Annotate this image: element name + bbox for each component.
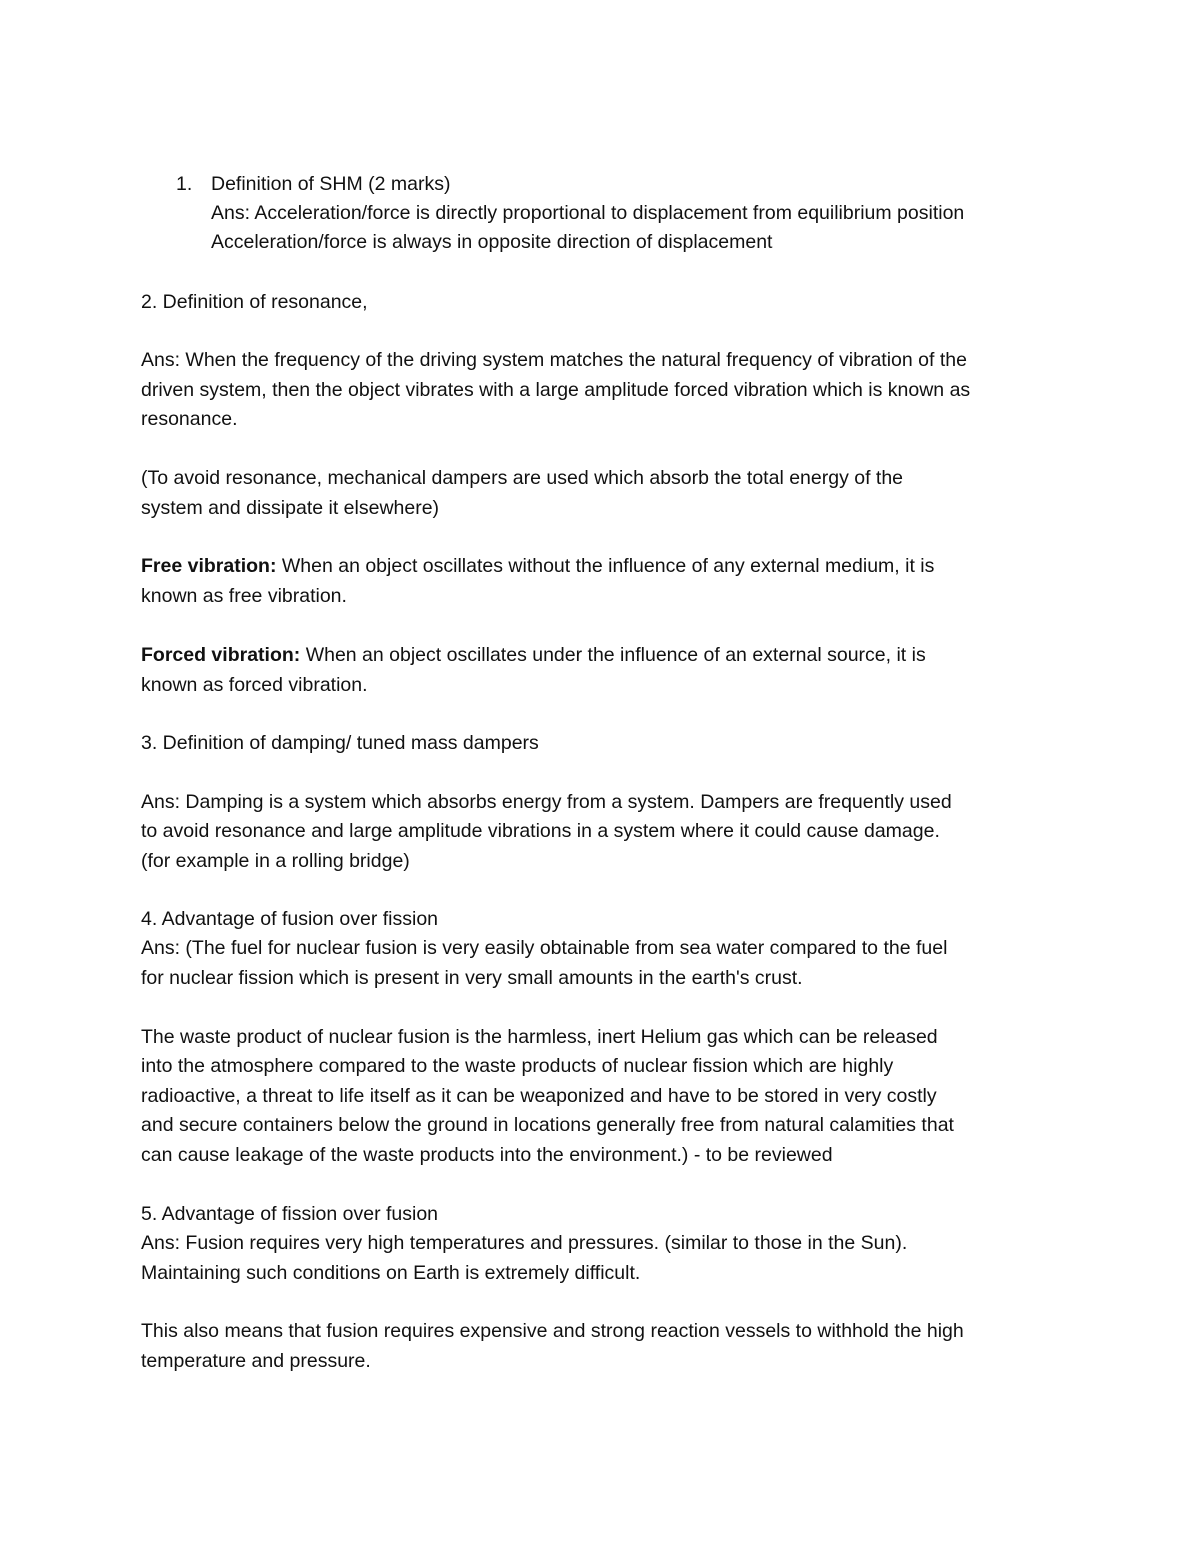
free-vibration-term: Free vibration: bbox=[141, 555, 277, 577]
q4-paragraph-line: can cause leakage of the waste products into the environment.) - to be reviewed bbox=[141, 1144, 833, 1166]
q4-paragraph-line: radioactive, a threat to life itself as it can be weaponized and have to be stored in very costly bbox=[141, 1085, 937, 1107]
q2-answer-line: driven system, then the object vibrates with a large amplitude forced vibration which is known as bbox=[141, 379, 971, 401]
q3-title: 3. Definition of damping/ tuned mass dampers bbox=[141, 732, 539, 754]
q1-number: 1. bbox=[176, 173, 193, 195]
q4-answer-line: Ans: (The fuel for nuclear fusion is very easily obtainable from sea water compared to the fuel bbox=[141, 937, 948, 959]
q2-note-line: (To avoid resonance, mechanical dampers are used which absorb the total energy of the bbox=[141, 467, 904, 489]
free-vibration-line bbox=[141, 552, 934, 582]
forced-vibration-definition: When an object oscillates under the influence of an external source, it is bbox=[300, 644, 926, 666]
free-vibration-definition: When an object oscillates without the influence of any external medium, it is bbox=[276, 555, 935, 577]
q2-note-line: system and dissipate it elsewhere) bbox=[141, 497, 440, 519]
q3-answer-line: (for example in a rolling bridge) bbox=[141, 850, 410, 872]
forced-vibration-term: Forced vibration: bbox=[141, 644, 301, 666]
q1-answer-line: Ans: Acceleration/force is directly proportional to displacement from equilibrium position bbox=[211, 202, 965, 224]
q1-title: Definition of SHM (2 marks) bbox=[211, 173, 451, 195]
q5-paragraph-line: This also means that fusion requires expensive and strong reaction vessels to withhold the high bbox=[141, 1320, 964, 1342]
q4-paragraph-line: and secure containers below the ground in locations generally free from natural calamities that bbox=[141, 1114, 954, 1136]
q5-paragraph-line: temperature and pressure. bbox=[141, 1350, 371, 1372]
q5-answer-line: Ans: Fusion requires very high temperatures and pressures. (similar to those in the Sun). bbox=[141, 1232, 908, 1254]
q1-answer-line: Acceleration/force is always in opposite direction of displacement bbox=[211, 231, 773, 253]
q4-paragraph-line: The waste product of nuclear fusion is the harmless, inert Helium gas which can be released bbox=[141, 1026, 938, 1048]
q5-title: 5. Advantage of fission over fusion bbox=[141, 1203, 439, 1225]
q3-answer-line: to avoid resonance and large amplitude vibrations in a system where it could cause damage. bbox=[141, 820, 940, 842]
forced-vibration-definition: known as forced vibration. bbox=[141, 674, 368, 696]
q4-answer-line: for nuclear fission which is present in very small amounts in the earth's crust. bbox=[141, 967, 803, 989]
q4-paragraph-line: into the atmosphere compared to the waste products of nuclear fission which are highly bbox=[141, 1055, 894, 1077]
q2-answer-line: resonance. bbox=[141, 408, 238, 430]
free-vibration-definition: known as free vibration. bbox=[141, 585, 347, 607]
q4-title: 4. Advantage of fusion over fission bbox=[141, 908, 439, 930]
q2-answer-line: Ans: When the frequency of the driving system matches the natural frequency of vibration of the bbox=[141, 349, 967, 371]
forced-vibration-line bbox=[141, 641, 926, 671]
q2-title: 2. Definition of resonance, bbox=[141, 291, 368, 313]
q3-answer-line: Ans: Damping is a system which absorbs energy from a system. Dampers are frequently used bbox=[141, 791, 952, 813]
q5-answer-line: Maintaining such conditions on Earth is extremely difficult. bbox=[141, 1262, 641, 1284]
